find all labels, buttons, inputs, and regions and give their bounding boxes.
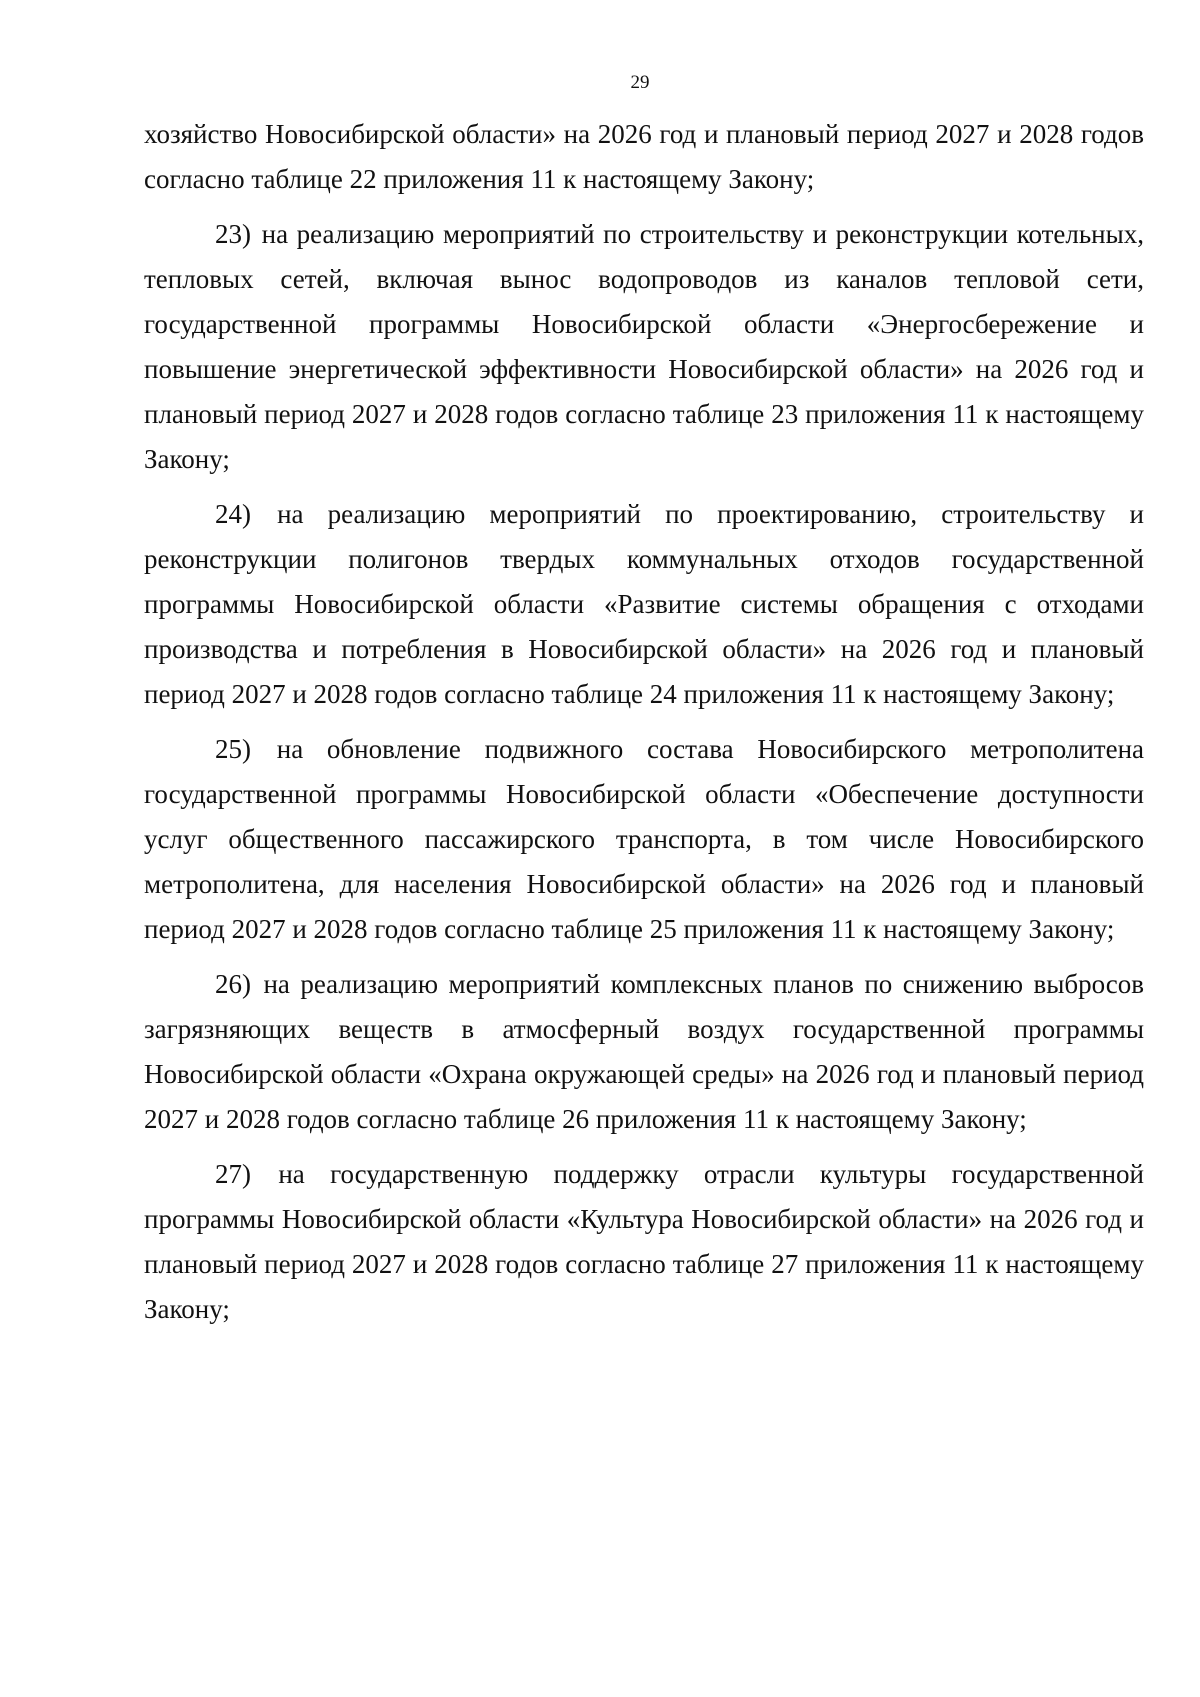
- item-number: 23): [215, 219, 251, 249]
- list-item-27: [144, 1152, 1144, 1332]
- item-text: на государственную поддержку отрасли культуры государственной программы Новосибирской области «Культура Новосибирской области» на 2026 год и плановый период 2027 и 2028 годов согласно таблице 27 приложения 11 к настоящему Закону;: [144, 1159, 1145, 1324]
- list-item-26: [144, 962, 1144, 1142]
- item-number: 25): [215, 734, 251, 764]
- item-number: 24): [215, 499, 251, 529]
- page-number: 29: [630, 72, 650, 93]
- continuation-paragraph: [144, 112, 1144, 202]
- list-item-25: [144, 727, 1144, 952]
- paragraph-text: хозяйство Новосибирской области» на 2026 год и плановый период 2027 и 2028 годов согласно таблице 22 приложения 11 к настоящему Закону;: [144, 119, 1144, 194]
- item-text: на реализацию мероприятий по строительству и реконструкции котельных, тепловых сетей, включая вынос водопроводов из каналов тепловой сети, государственной программы Новосибирской области «Энергосбережение и повышение энергетической эффективности Новосибирской области» на 2026 год и плановый период 2027 и 2028 годов согласно таблице 23 приложения 11 к настоящему Закону;: [144, 219, 1144, 474]
- list-item-23: [144, 212, 1144, 482]
- item-text: на реализацию мероприятий по проектированию, строительству и реконструкции полигонов твердых коммунальных отходов государственной программы Новосибирской области «Развитие системы обращения с отходами производства и потребления в Новосибирской области» на 2026 год и плановый период 2027 и 2028 годов согласно таблице 24 приложения 11 к настоящему Закону;: [144, 499, 1145, 709]
- document-body: [144, 112, 1144, 1332]
- list-item-24: [144, 492, 1144, 717]
- item-text: на обновление подвижного состава Новосибирского метрополитена государственной программы Новосибирской области «Обеспечение доступности услуг общественного пассажирского транспорта, в том числе Новосибирского метрополитена, для населения Новосибирской области» на 2026 год и плановый период 2027 и 2028 годов согласно таблице 25 приложения 11 к настоящему Закону;: [144, 734, 1144, 944]
- item-text: на реализацию мероприятий комплексных планов по снижению выбросов загрязняющих веществ в атмосферный воздух государственной программы Новосибирской области «Охрана окружающей среды» на 2026 год и плановый период 2027 и 2028 годов согласно таблице 26 приложения 11 к настоящему Закону;: [144, 969, 1144, 1134]
- item-number: 26): [215, 969, 251, 999]
- item-number: 27): [215, 1159, 251, 1189]
